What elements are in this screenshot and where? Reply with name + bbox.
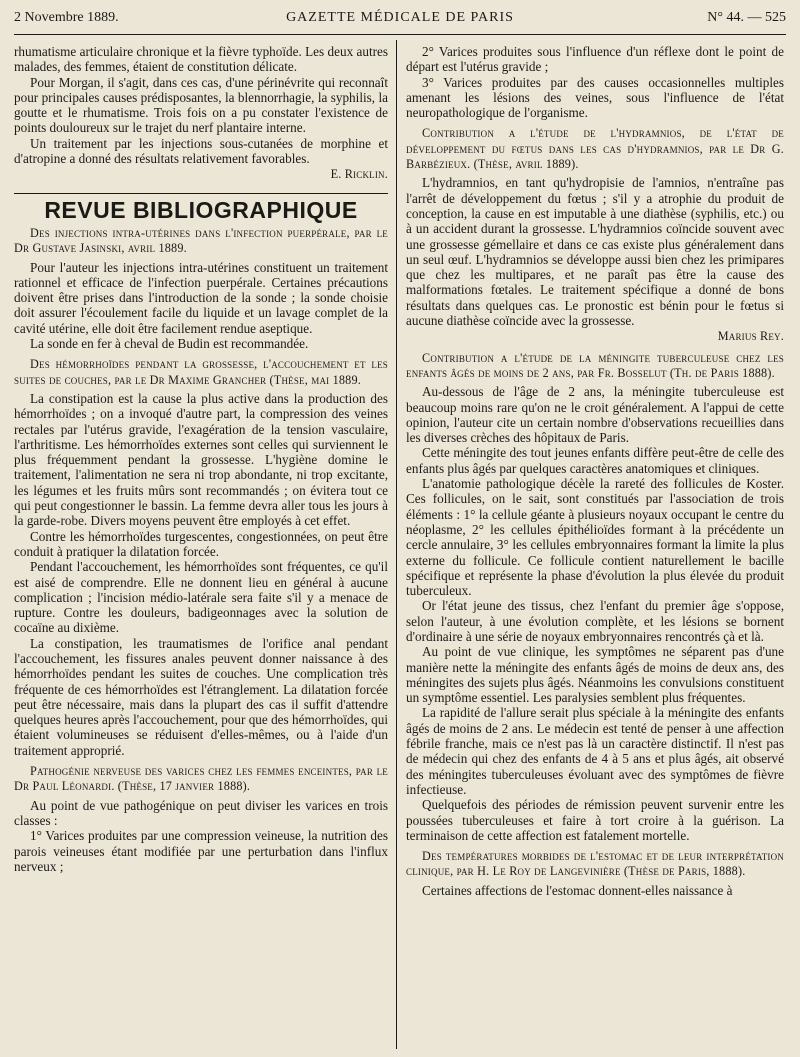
paragraph: La rapidité de l'allure serait plus spéciale à la méningite des enfants âgés de moins de 2 ans. Le médecin est tenté de penser à une affection fébrile franche, mais ce n'est pas là un caractère distinctif. Il n'est pas de médecin qui chez des enfants de 4 à 5 ans et plus âgés, ait observé des méningites tuberculeuses évoluant avec des symptômes de fièvre infectieuse.: [406, 705, 784, 797]
paragraph: La sonde en fer à cheval de Budin est recommandée.: [30, 336, 309, 352]
paragraph: L'hydramnios, en tant qu'hydropisie de l'amnios, n'entraîne pas l'arrêt de développement du fœtus ; s'il y a atrophie du produit de conception, la cause en est imputable à une diathèse (syphilis, etc.) ou à un accident durant la grossesse. L'hydramnios coïncide souvent avec une grossesse gémellaire et dans ce cas existe plus généralement dans un seul œuf. L'hydramnios se développe aussi bien chez les primipares que chez les multipares, et ne paraît pas être la cause des malformations fœtales. Le traitement spécifique a donné de bons résultats dans quelques cas. Le pronostic est bénin pour le fœtus si aucune diathèse coïncide avec la grossesse.: [406, 175, 784, 329]
article-heading: Des injections intra-utérines dans l'infection puerpérale, par le Dr Gustave Jasinski, avril 1889.: [14, 225, 388, 256]
paragraph: Un traitement par les injections sous-cutanées de morphine et d'atropine a donné des résultats relativement favorables.: [14, 135, 388, 167]
paragraph: Au-dessous de l'âge de 2 ans, la méningite tuberculeuse est beaucoup moins rare qu'on ne le croit généralement. A l'appui de cette opinion, l'auteur cite un certain nombre d'observations recueillies dans les diverses crèches des hôpitaux de Paris.: [406, 384, 784, 446]
paragraph: Au point de vue clinique, les symptômes ne séparent pas d'une manière nette la méningite des enfants âgés de moins de deux ans, des méningites des sujets plus âgés. Néanmoins les convulsions constituent un symptôme essentiel. Les paralysies semblent plus fréquentes.: [406, 644, 784, 706]
header-date: 2 Novembre 1889.: [14, 10, 119, 25]
header-issue-page: N° 44. — 525: [707, 10, 786, 25]
author-signature: Marius Rey.: [717, 329, 784, 344]
page-header: [14, 10, 786, 32]
paragraph: 3° Varices produites par des causes occasionnelles multiples amenant les lésions des veines, sous l'influence de l'état neuropathologique de l'organisme.: [406, 74, 784, 121]
article-heading: Contribution a l'étude de l'hydramnios, de l'état de développement du fœtus dans les cas d'hydramnios, par le Dr G. Barbézieux. (Thèse, avril 1889).: [406, 126, 784, 172]
paragraph: Au point de vue pathogénique on peut diviser les varices en trois classes :: [14, 797, 388, 828]
header-journal-title: GAZETTE MÉDICALE DE PARIS: [286, 10, 514, 25]
header-rule: [14, 34, 786, 35]
paragraph: L'anatomie pathologique décèle la rareté des follicules de Koster. Ces follicules, on le sait, sont constitués par l'association de trois éléments : 1° la cellule géante à plusieurs noyaux occupant le centre du néoplasme, 2° les cellules épithélioïdes formant à la précédente un cercle annulaire, 3° les cellules embryonnaires formant la limite la plus externe du follicule. Ce follicule contient naturellement le bacille spécifique et représente la phase d'évolution la plus élevée du produit tuberculeux.: [406, 476, 784, 599]
paragraph: Pendant l'accouchement, les hémorrhoïdes sont fréquentes, ce qu'il est aisé de comprendre. Elle ne donnent lieu en général à aucune complication ; l'incision médio-latérale sera faite s'il y a menace de rupture. Contre les douleurs, badigeonnages avec la solution de cocaïne au dixième.: [14, 559, 388, 636]
paragraph: Cette méningite des tout jeunes enfants diffère peut-être de celle des enfants plus âgés par quelques caractères anatomiques et cliniques.: [406, 445, 784, 476]
paragraph: Pour Morgan, il s'agit, dans ces cas, d'une périnévrite qui reconnaît pour principales causes prédisposantes, la blennorrhagie, la syphilis, la goutte et le rhumatisme. Trois fois on a pu constater l'existence de points douloureux sur le trajet du nerf plantaire interne.: [14, 74, 388, 136]
article-heading: Des hémorrhoïdes pendant la grossesse, l'accouchement et les suites de couches, par le Dr Maxime Grancher (Thèse, mai 1889.: [14, 357, 388, 387]
left-column: [14, 44, 388, 1053]
article-heading: Contribution a l'étude de la méningite tuberculeuse chez les enfants âgés de moins de 2 ans, par Fr. Bosselut (Th. de Paris 1888).: [406, 350, 784, 380]
paragraph: 1° Varices produites par une compression veineuse, la nutrition des parois veineuses étant modifiée par une perturbation dans l'influx nerveux ;: [14, 828, 388, 874]
paragraph: La constipation, les traumatismes de l'orifice anal pendant l'accouchement, les fissures anales peuvent donner naissance à des hémorrhoïdes pendant les suites de couches. Une complication très fréquente de ces hémorrhoïdes est l'étranglement. La dilatation forcée peut être nécessaire, mais dans la plupart des cas il suffit d'attendre quelques heures après l'accouchement, pour que des hémorrhoïdes, qui étaient volumineuses se réduisent d'elles-mêmes, ou à l'aide d'un traitement approprié.: [14, 635, 388, 758]
paragraph: rhumatisme articulaire chronique et la fièvre typhoïde. Les deux autres malades, des femmes, étaient de constitution délicate.: [14, 44, 388, 75]
paragraph: 2° Varices produites sous l'influence d'un réflexe dont le point de départ est l'utérus gravide ;: [406, 44, 784, 75]
right-column: [406, 44, 784, 1053]
paragraph: Pour l'auteur les injections intra-utérines constituent un traitement rationnel et efficace de l'infection puerpérale. Certaines précautions doivent être prises dans l'introduction de la sonde ; la sonde choisie doit assurer l'écoulement facile du liquide et un lavage complet de la cavité utérine, elle doit être facilement rendue aseptique.: [14, 259, 388, 336]
paragraph: Contre les hémorrhoïdes turgescentes, congestionnées, on peut être conduit à pratiquer la dilatation forcée.: [14, 528, 388, 559]
article-heading: Des températures morbides de l'estomac et de leur interprétation clinique, par H. Le Roy de Langevinière (Thèse de Paris, 1888).: [406, 849, 784, 879]
column-divider: [396, 40, 397, 1049]
article-heading: Pathogénie nerveuse des varices chez les femmes enceintes, par le Dr Paul Léonardi. (Thèse, 17 janvier 1888).: [14, 764, 388, 794]
paragraph: La constipation est la cause la plus active dans la production des hémorrhoïdes ; on a invoqué d'autre part, la compression des veines rectales par l'utérus gravide, l'exagération de la tension vasculaire, l'arthritisme. Les hémorrhoïdes externes sont celles qui surviennent le plus fréquemment pendant la grossesse. L'hygiène domine le traitement, l'alimentation ne sera ni trop abondante, ni trop excitante, les légumes et les fruits mûrs sont recommandés ; on évitera tout ce qui peut congestionner le bassin. La femme devra aller tous les jours à la garde-robe. Divers moyens peuvent être employés à cet effet.: [14, 390, 388, 529]
paragraph: Or l'état jeune des tissus, chez l'enfant du premier âge s'oppose, selon l'auteur, à une évolution complète, et les lésions se bornent d'ordinaire à une série de noyaux embryonnaires rencontrés çà et là.: [406, 598, 784, 644]
paragraph: Certaines affections de l'estomac donnent-elles naissance à: [422, 882, 733, 898]
author-signature: E. Ricklin.: [330, 167, 388, 182]
paragraph: Quelquefois des périodes de rémission peuvent survenir entre les poussées tuberculeuses et faire à tort croire à la guérison. La terminaison de cette affection est fatalement mortelle.: [406, 797, 784, 843]
section-title: REVUE BIBLIOGRAPHIQUE: [14, 193, 388, 218]
